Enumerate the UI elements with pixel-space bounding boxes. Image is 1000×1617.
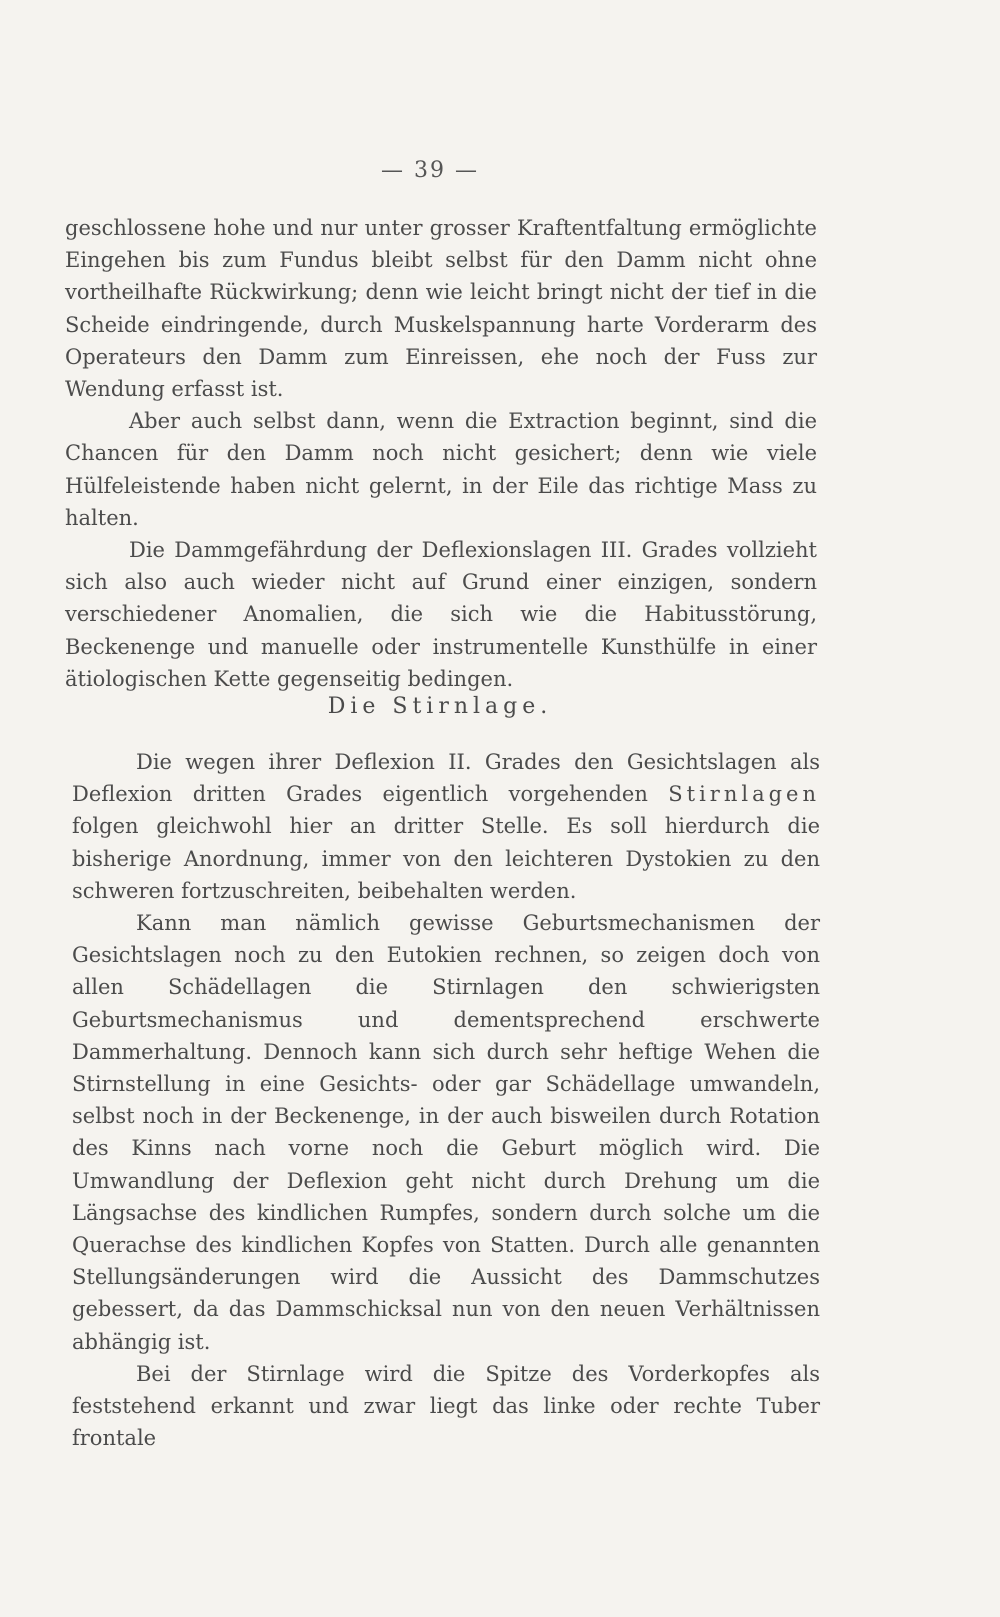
paragraph-dammgefaehrdung: Die Dammgefährdung der Deflexionslagen III. Grades vollzieht sich also auch wieder nicht auf Grund einer einzigen, sondern verschiedener Anomalien, die sich wie die Habitusstörung, Beckenenge und manuelle oder instrumentelle Kunsthülfe in einer ätiologischen Kette gegenseitig bedingen. xyxy=(65,538,817,691)
paragraph-deflexion-start: Die wegen ihrer Deflexion II. Grades den Gesichtslagen als Deflexion dritten Grades eigentlich vorgehenden xyxy=(72,750,820,807)
text-block-stirnlage xyxy=(72,746,820,1454)
text-block-top xyxy=(65,212,817,695)
paragraph-tuber-frontale: Bei der Stirnlage wird die Spitze des Vorderkopfes als feststehend erkannt und zwar liegt das linke oder rechte Tuber frontale xyxy=(72,1361,820,1451)
paragraph-extraction: Aber auch selbst dann, wenn die Extraction beginnt, sind die Chancen für den Damm noch nicht gesichert; denn wie viele Hülfeleistende haben nicht gelernt, in der Eile das richtige Mass zu halten. xyxy=(65,409,817,530)
paragraph-continuation: geschlossene hohe und nur unter grosser Kraftentfaltung ermöglichte Eingehen bis zum Fundus bleibt selbst für den Damm nicht ohne vortheilhafte Rückwirkung; denn wie leicht bringt nicht der tief in die Scheide eindringende, durch Muskelspannung harte Vorderarm des Operateurs den Damm zum Einreissen, ehe noch der Fuss zur Wendung erfasst ist. xyxy=(65,216,817,402)
spaced-term-stirnlagen: Stirnlagen xyxy=(668,782,820,807)
paragraph-deflexion-end: folgen gleichwohl hier an dritter Stelle. Es soll hierdurch die bisherige Anordnung, immer von den leichteren Dystokien zu den schweren fortzuschreiten, beibehalten werden. xyxy=(72,814,820,903)
section-heading: Die Stirnlage. xyxy=(327,694,553,719)
paragraph-geburtsmechanismen: Kann man nämlich gewisse Geburtsmechanismen der Gesichtslagen noch zu den Eutokien rechnen, so zeigen doch von allen Schädellagen die Stirnlagen den schwierigsten Geburtsmechanismus und dementsprechend erschwerte Dammerhaltung. Dennoch kann sich durch sehr heftige Wehen die Stirnstellung in eine Gesichts- oder gar Schädellage umwandeln, selbst noch in der Beckenenge, in der auch bisweilen durch Rotation des Kinns nach vorne noch die Geburt möglich wird. Die Umwandlung der Deflexion geht nicht durch Drehung um die Längsachse des kindlichen Rumpfes, sondern durch solche um die Querachse des kindlichen Kopfes von Statten. Durch alle genannten Stellungsänderungen wird die Aussicht des Dammschutzes gebessert, da das Dammschicksal nun von den neuen Verhältnissen abhängig ist. xyxy=(72,911,820,1354)
paragraph-deflexion xyxy=(72,746,820,907)
page-number: — 39 — xyxy=(381,158,479,183)
